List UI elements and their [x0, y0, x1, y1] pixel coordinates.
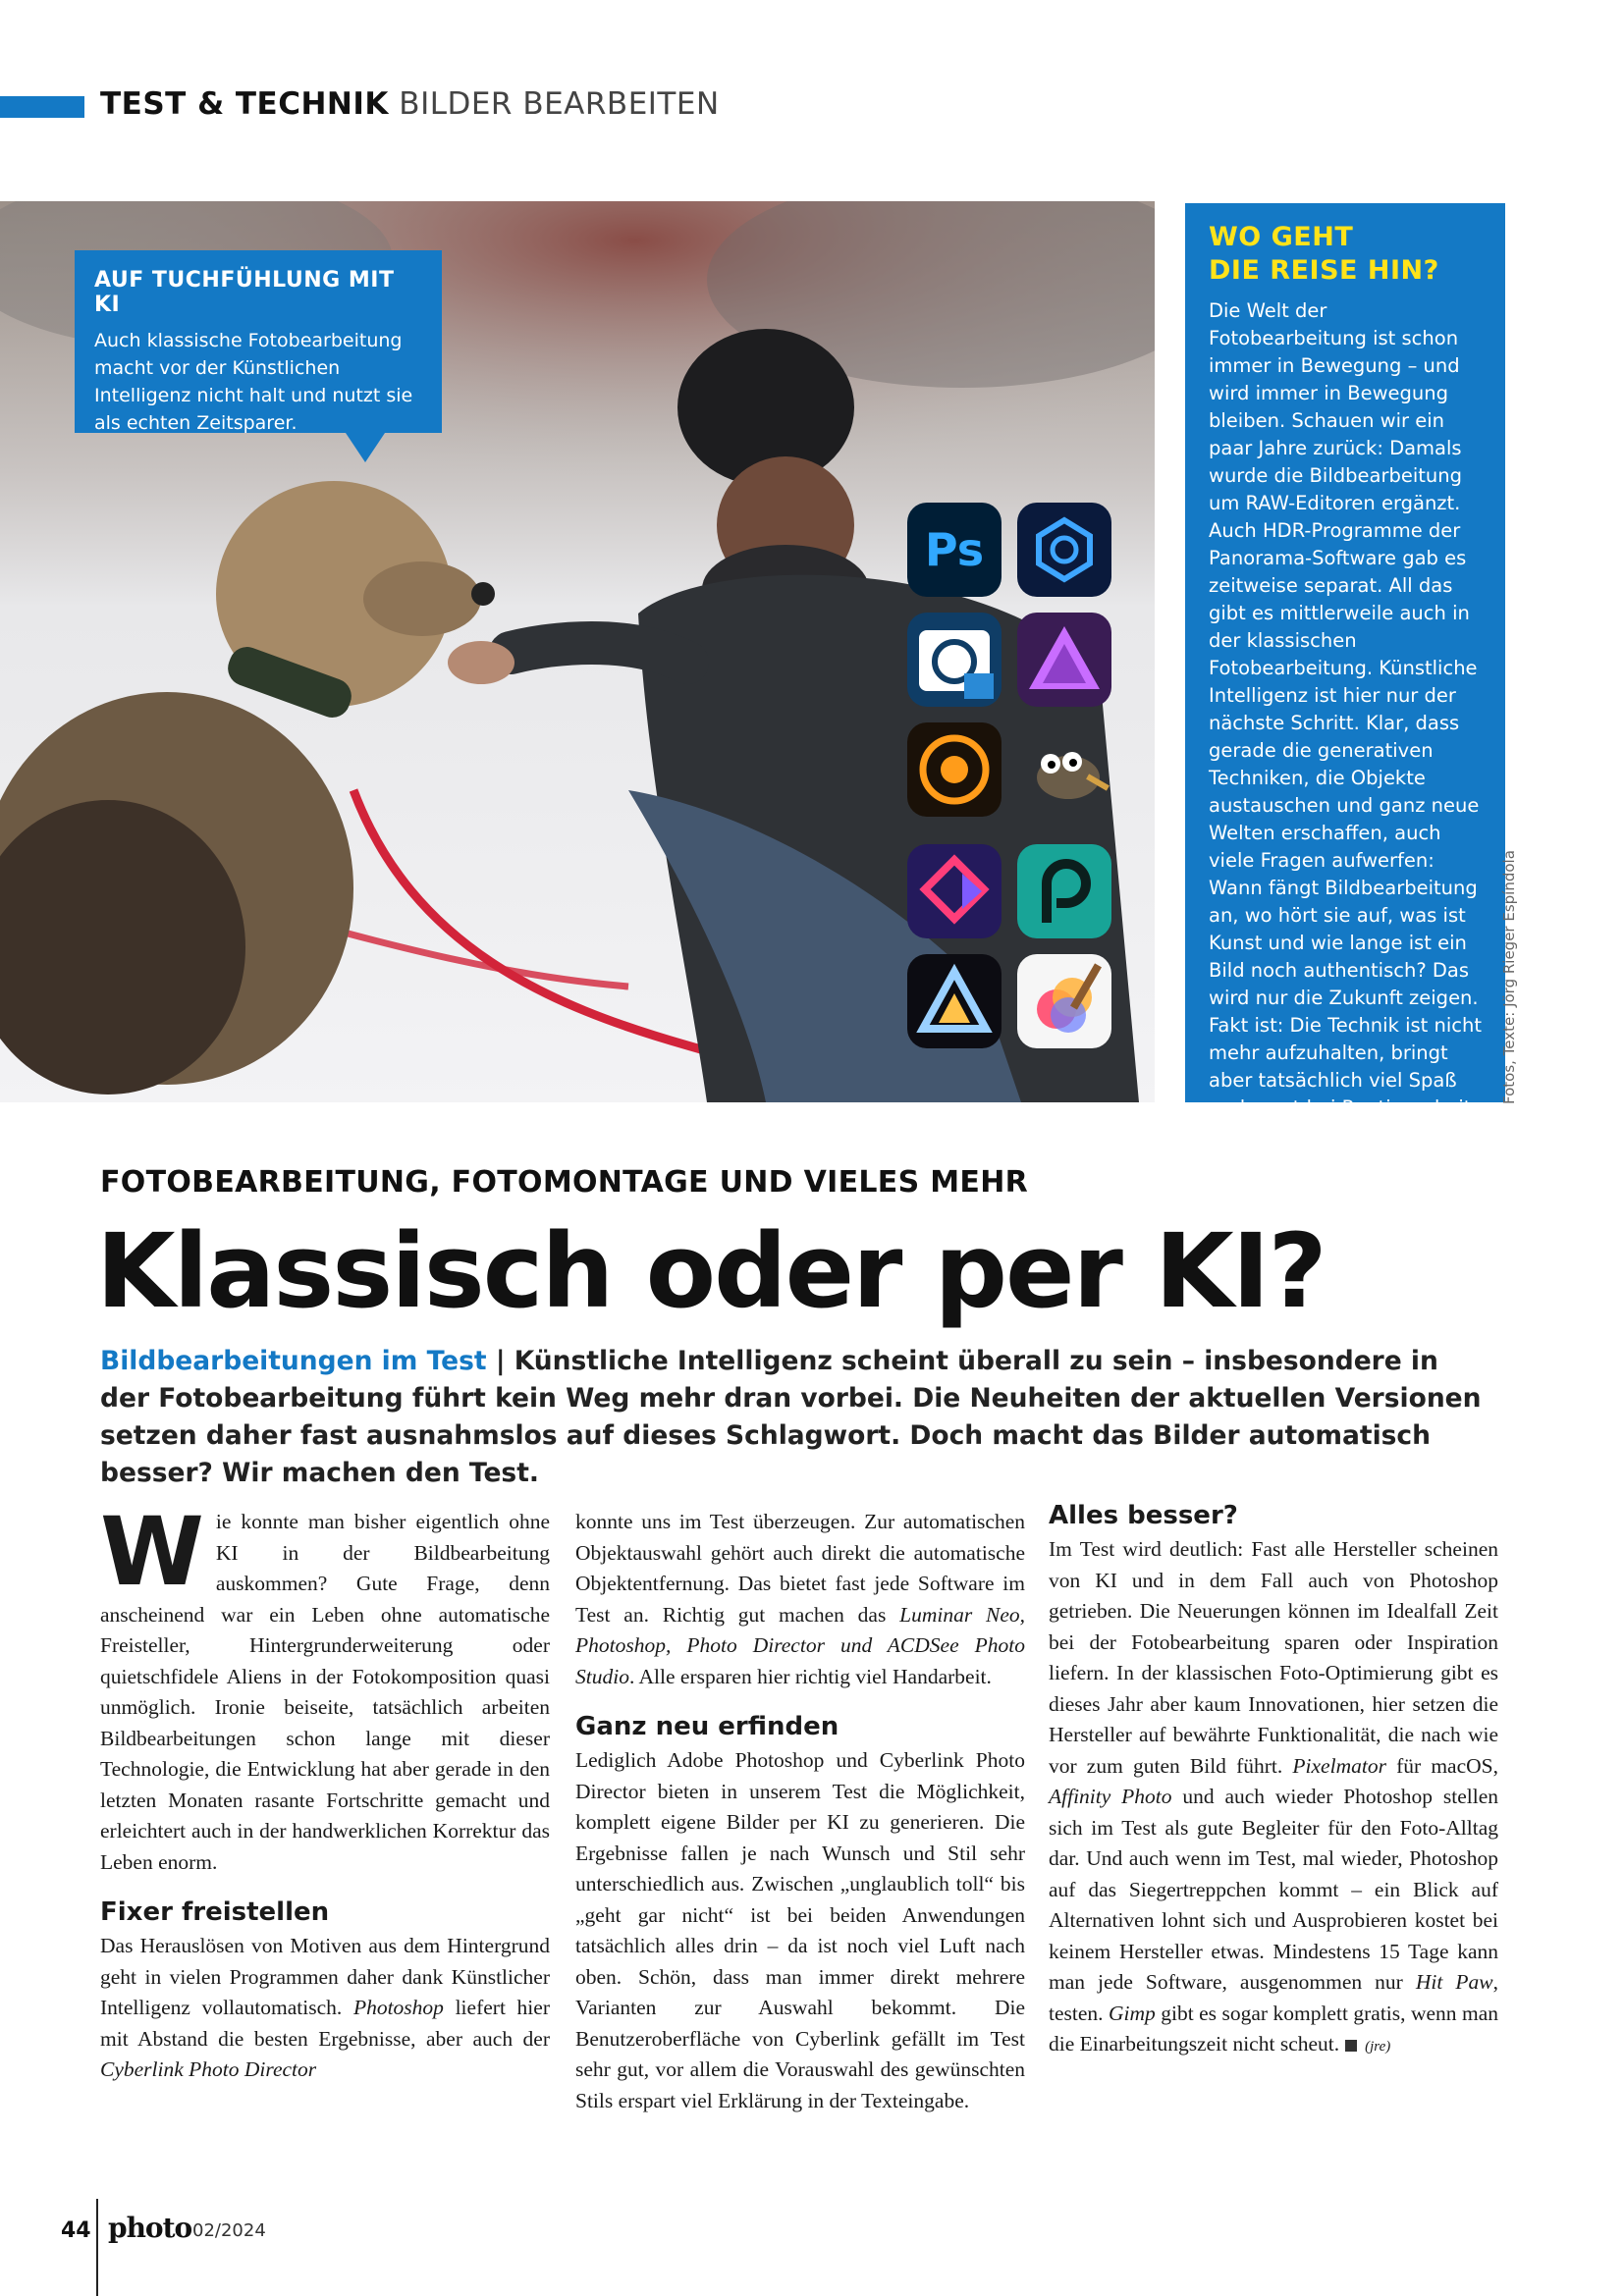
- sidebar-title-line1: WO GEHT: [1209, 222, 1354, 252]
- magazine-logo: photo: [108, 2212, 192, 2244]
- callout-pointer: [346, 433, 385, 462]
- cyberlink-photo-director-icon: [907, 722, 1001, 817]
- section-label: TEST & TECHNIK: [100, 86, 389, 122]
- p4-text-c: und auch wieder Photoshop stellen sich im Test als gute Begleiter für den Foto-Alltag dar. Und auch wenn im Test, mal wieder, Photoshop auf das Siegertreppchen kommt – ein Blick auf Alternativen lohnt sich und Ausprobieren kostet bei keinem Hersteller etwas. Mindestens 15 Tage kann man jede Software, ausgenommen nur: [1049, 1785, 1498, 1994]
- section-header: [100, 86, 720, 122]
- photo-callout: [75, 250, 442, 433]
- luminar-neo-icon: [907, 954, 1001, 1048]
- p4-gimp: Gimp: [1108, 2001, 1156, 2025]
- gimp-icon: [1017, 722, 1111, 817]
- article-column-2: [575, 1507, 1025, 2116]
- intro-lead: Bildbearbeitungen im Test: [100, 1346, 487, 1376]
- svg-text:Ps: Ps: [924, 523, 985, 576]
- article-paragraph-3: Lediglich Adobe Photoshop und Cyberlink Photo Director bieten in unserem Test die Möglichkeit, komplett eigene Bilder per KI zu generieren. Die Ergebnisse fallen je nach Wunsch und Stil sehr unterschiedlich aus. Zwischen „unglaublich toll“ bis „geht gar nicht“ ist bei beiden Anwendungen tatsächlich alles drin – da ist noch viel Luft nach oben. Schön, dass man immer direkt mehrere Varianten zur Auswahl bekommt. Die Benutzeroberfläche von Cyberlink gefällt im Test sehr gut, vor allem die Vorauswahl des gewünschten Stils erspart viel Erklärung in der Texteingabe.: [575, 1748, 1025, 2112]
- photopea-icon: [1017, 844, 1111, 938]
- article-paragraph-1: [100, 1497, 550, 1878]
- end-mark-icon: [1345, 2040, 1357, 2052]
- p2-text-a: Das Herauslösen von Motiven aus dem Hintergrund geht in vielen Programmen daher dank Künstlicher Intelligenz vollautomatisch.: [100, 1934, 550, 2019]
- article-paragraph-2-cont: [575, 1507, 1025, 1692]
- p4-text-e: gibt es sogar komplett gratis, wenn man die Einarbeitungszeit nicht scheut.: [1049, 2001, 1498, 2056]
- intro-text: Künstliche Intelligenz scheint überall zu sein – insbesondere in der Fotobearbeitung führt kein Weg mehr dran vorbei. Die Neuheiten der aktuellen Versionen setzen daher fast ausnahmslos auf dieses Schlagwort. Doch macht das Bilder automatisch besser? Wir machen den Test.: [100, 1346, 1482, 1488]
- p2-cyberlink: Cyberlink Photo Director: [100, 2057, 317, 2081]
- p4-hitpaw: Hit Paw: [1415, 1970, 1493, 1994]
- article-paragraph-4: [1049, 1534, 1498, 2063]
- hitpaw-icon: [907, 844, 1001, 938]
- article-paragraph-2: [100, 1931, 550, 2086]
- author-initials: (jre): [1365, 2039, 1391, 2055]
- affinity-photo-icon: [1017, 613, 1111, 707]
- callout-title: AUF TUCHFÜHLUNG MIT KI: [94, 268, 395, 317]
- p4-text-d: , testen.: [1049, 1970, 1498, 2025]
- photoshop-icon: [907, 503, 1001, 597]
- p2-software-list: Luminar Neo, Photoshop, Photo Director und ACDSee Photo Studio: [575, 1602, 1025, 1688]
- p2-text-b: liefert hier mit Abstand die besten Ergebnisse, aber auch der: [100, 1996, 550, 2051]
- intro-paragraph: [100, 1343, 1485, 1492]
- header-accent-bar: [0, 96, 84, 118]
- footer-rule: [96, 2199, 98, 2296]
- p4-text-a: Im Test wird deutlich: Fast alle Hersteller scheinen von KI und in dem Fall auch von Photoshop getrieben. Die Neuerungen können im Idealfall Zeit bei der Fotobearbeitung sparen oder Inspiration liefern. In der klassischen Foto-Optimierung gibt es dieses Jahr aber kaum Innovationen, hier setzen die Hersteller auf bewährte Funktionalität, die nach wie vor zum guten Bild führt.: [1049, 1537, 1498, 1778]
- subhead-alles-besser: Alles besser?: [1049, 1501, 1238, 1530]
- p4-pixelmator: Pixelmator: [1292, 1753, 1386, 1778]
- sidebar-title: [1209, 221, 1484, 288]
- p2-text-d: . Alle ersparen hier richtig viel Handarbeit.: [628, 1664, 992, 1688]
- article-column-3: [1049, 1501, 1498, 2063]
- kicker: FOTOBEARBEITUNG, FOTOMONTAGE UND VIELES MEHR: [100, 1165, 1029, 1200]
- paragraph-1-text: ie konnte man bisher eigentlich ohne KI in der Bildbearbeitung auskommen? Gute Frage, denn anscheinend war ein Leben ohne automatische Freisteller, Hintergrunderweiterung oder quietschfidele Aliens in der Fotokomposition quasi unmöglich. Ironie beiseite, tatsächlich arbeiten Bildbearbeitungen schon lange mit dieser Technologie, die Entwicklung hat aber gerade in den letzten Monaten rasante Fortschritte gemacht und erleichtert auch in der handwerklichen Korrektur das Leben enorm.: [100, 1510, 550, 1874]
- issue-number: 02/2024: [192, 2220, 266, 2241]
- subhead-fixer-freistellen: Fixer freistellen: [100, 1897, 330, 1927]
- subhead-ganz-neu-erfinden: Ganz neu erfinden: [575, 1712, 839, 1741]
- sidebar-box: [1185, 203, 1505, 1147]
- p4-text-b: für macOS,: [1385, 1753, 1498, 1778]
- intro-separator: |: [486, 1346, 514, 1376]
- p2-photoshop: Photoshop: [352, 1996, 444, 2019]
- headline: Klassisch oder per KI?: [96, 1211, 1326, 1331]
- sidebar-body: Die Welt der Fotobearbeitung ist schon immer in Bewegung – und wird immer in Bewegung bleiben. Schauen wir ein paar Jahre zurück: Damals wurde die Bildbearbeitung um RAW-Editoren ergänzt. Auch HDR-Programme der Panorama-Software gab es zeitweise separat. All das gibt es mittlerweile auch in der klassischen Fotobearbeitung. Künstliche Intelligenz ist hier nur der nächste Schritt. Klar, dass gerade die generativen Techniken, die Objekte austauschen und ganz neue Welten erschaffen, auch viele Fragen aufwerfen: Wann fängt Bildbearbeitung an, wo hört sie auf, was ist Kunst und wie lange ist ein Bild noch authentisch? Das wird nur die Zukunft zeigen. Fakt ist: Die Technik ist nicht mehr aufzuhalten, bringt aber tatsächlich viel Spaß und spart bei Routinearbeit richtig Zeit.: [1209, 299, 1482, 1147]
- p4-affinity: Affinity Photo: [1049, 1785, 1172, 1808]
- topic-label: BILDER BEARBEITEN: [399, 86, 720, 122]
- pixelmator-icon: [1017, 954, 1111, 1048]
- photo-credit: Fotos, Texte: Jörg Rieger Espíndola: [1500, 850, 1518, 1104]
- photo-director-icon: [1017, 503, 1111, 597]
- acdsee-icon: [907, 613, 1001, 707]
- callout-body: Auch klassische Fotobearbeitung macht vor der Künstlichen Intelligenz nicht halt und nutzt sie als echten Zeitsparer.: [94, 330, 413, 434]
- article-column-1: [100, 1497, 550, 2086]
- page-number: 44: [61, 2218, 91, 2243]
- dropcap: W: [100, 1497, 204, 1607]
- sidebar-title-line2: DIE REISE HIN?: [1209, 255, 1439, 286]
- p2-text-c: konnte uns im Test überzeugen. Zur automatischen Objektauswahl gehört auch direkt die automatische Objektentfernung. Das bietet fast jede Software im Test an. Richtig gut machen das: [575, 1510, 1025, 1627]
